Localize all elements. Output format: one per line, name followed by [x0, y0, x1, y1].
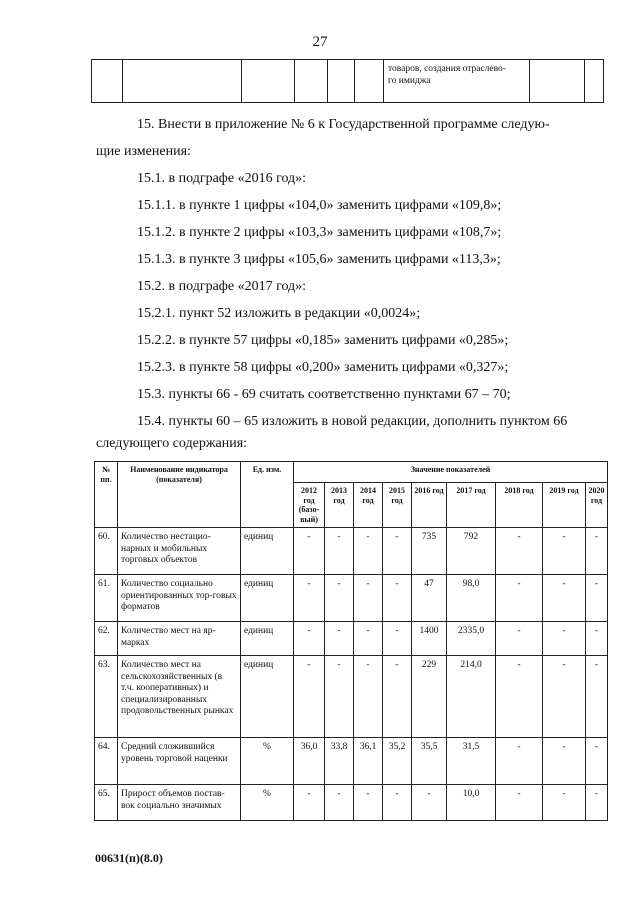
row-number: 60. — [95, 528, 118, 575]
table-row — [95, 575, 608, 622]
value-cell: - — [496, 656, 543, 738]
unit: единиц — [241, 575, 294, 622]
value-cell: - — [496, 528, 543, 575]
value-cell: 1400 — [412, 622, 447, 656]
value-cell: - — [294, 528, 325, 575]
paragraph-15-1: 15.1. в подграфе «2016 год»: — [137, 171, 307, 186]
value-cell: 35,5 — [412, 738, 447, 785]
fragment-text-cell — [384, 60, 530, 103]
indicator-name: Средний сложившийся уровень торговой наценки — [118, 738, 241, 785]
value-cell: 36,1 — [354, 738, 383, 785]
paragraph-15: 15. Внести в приложение № 6 к Государственной программе следую- — [137, 117, 550, 132]
value-cell: - — [496, 575, 543, 622]
fragment-line-2: го имиджа — [388, 76, 431, 86]
value-cell: - — [294, 575, 325, 622]
row-number: 63. — [95, 656, 118, 738]
header-year: 2014 год — [354, 483, 383, 528]
value-cell: - — [354, 622, 383, 656]
continued-table-fragment — [91, 59, 604, 103]
table-row — [95, 622, 608, 656]
value-cell: - — [586, 738, 608, 785]
fragment-line-1: товаров, создания отраслево- — [388, 64, 506, 74]
value-cell: - — [325, 785, 354, 821]
value-cell: - — [354, 528, 383, 575]
value-cell: - — [543, 622, 586, 656]
paragraph-15-4: 15.4. пункты 60 – 65 изложить в новой редакции, дополнить пунктом 66 — [137, 414, 568, 429]
value-cell: 98,0 — [447, 575, 496, 622]
value-cell: - — [325, 575, 354, 622]
value-cell: - — [543, 738, 586, 785]
row-number: 65. — [95, 785, 118, 821]
value-cell: - — [354, 785, 383, 821]
header-year: 2013 год — [325, 483, 354, 528]
unit: % — [241, 738, 294, 785]
header-year: 2016 год — [412, 483, 447, 528]
paragraph-15-2-2: 15.2.2. в пункте 57 цифры «0,185» заменить цифрами «0,285»; — [137, 333, 509, 348]
paragraph-15-4-cont: следующего содержания: — [96, 436, 248, 451]
value-cell: - — [412, 785, 447, 821]
table-row — [95, 528, 608, 575]
paragraph-15-1-2: 15.1.2. в пункте 2 цифры «103,3» заменить цифрами «108,7»; — [137, 225, 502, 240]
value-cell: 229 — [412, 656, 447, 738]
row-number: 61. — [95, 575, 118, 622]
value-cell: 35,2 — [383, 738, 412, 785]
value-cell: - — [383, 785, 412, 821]
header-year: 2012 год (базо-вый) — [294, 483, 325, 528]
indicator-name: Количество социально ориентированных тор-говых форматов — [118, 575, 241, 622]
indicators-table — [94, 461, 608, 821]
indicator-name: Количество мест на яр-марках — [118, 622, 241, 656]
value-cell: - — [294, 656, 325, 738]
page-number: 27 — [312, 34, 328, 50]
table-row — [95, 785, 608, 821]
header-values: Значение показателей — [294, 462, 608, 483]
value-cell: 31,5 — [447, 738, 496, 785]
indicator-name: Прирост объемов постав-вок социально значимых — [118, 785, 241, 821]
value-cell: - — [325, 528, 354, 575]
unit: % — [241, 785, 294, 821]
document-code: 00631(п)(8.0) — [95, 851, 163, 865]
value-cell: - — [383, 575, 412, 622]
table-row — [95, 738, 608, 785]
paragraph-15-2: 15.2. в подграфе «2017 год»: — [137, 279, 307, 294]
value-cell: - — [496, 622, 543, 656]
value-cell: - — [294, 785, 325, 821]
unit: единиц — [241, 656, 294, 738]
value-cell: - — [586, 575, 608, 622]
unit: единиц — [241, 528, 294, 575]
value-cell: - — [543, 785, 586, 821]
value-cell: - — [294, 622, 325, 656]
value-cell: 735 — [412, 528, 447, 575]
value-cell: 10,0 — [447, 785, 496, 821]
header-year: 2017 год — [447, 483, 496, 528]
paragraph-15-cont: щие изменения: — [96, 144, 191, 159]
value-cell: - — [586, 785, 608, 821]
value-cell: - — [586, 622, 608, 656]
value-cell: 36,0 — [294, 738, 325, 785]
value-cell: 33,8 — [325, 738, 354, 785]
value-cell: - — [383, 656, 412, 738]
value-cell: - — [543, 656, 586, 738]
value-cell: 214,0 — [447, 656, 496, 738]
paragraph-15-2-1: 15.2.1. пункт 52 изложить в редакции «0,0024»; — [137, 306, 421, 321]
header-year: 2018 год — [496, 483, 543, 528]
value-cell: - — [354, 575, 383, 622]
value-cell: - — [325, 656, 354, 738]
header-year: 2015 год — [383, 483, 412, 528]
value-cell: - — [586, 528, 608, 575]
value-cell: - — [496, 738, 543, 785]
value-cell: - — [354, 656, 383, 738]
paragraph-15-1-1: 15.1.1. в пункте 1 цифры «104,0» заменить цифрами «109,8»; — [137, 198, 502, 213]
table-row — [95, 656, 608, 738]
header-year: 2019 год — [543, 483, 586, 528]
value-cell: - — [543, 575, 586, 622]
value-cell: - — [383, 622, 412, 656]
header-number: № пп. — [95, 462, 118, 528]
value-cell: 2335,0 — [447, 622, 496, 656]
paragraph-15-3: 15.3. пункты 66 - 69 считать соответственно пунктами 67 – 70; — [137, 387, 511, 402]
paragraph-15-1-3: 15.1.3. в пункте 3 цифры «105,6» заменить цифрами «113,3»; — [137, 252, 501, 267]
indicator-name: Количество нестацио-нарных и мобильных торговых объектов — [118, 528, 241, 575]
header-indicator-name: Наименование индикатора (показателя) — [118, 462, 241, 528]
value-cell: - — [586, 656, 608, 738]
value-cell: - — [383, 528, 412, 575]
row-number: 64. — [95, 738, 118, 785]
paragraph-15-2-3: 15.2.3. в пункте 58 цифры «0,200» заменить цифрами «0,327»; — [137, 360, 509, 375]
header-unit: Ед. изм. — [241, 462, 294, 528]
value-cell: - — [543, 528, 586, 575]
value-cell: 792 — [447, 528, 496, 575]
row-number: 62. — [95, 622, 118, 656]
value-cell: 47 — [412, 575, 447, 622]
unit: единиц — [241, 622, 294, 656]
indicator-name: Количество мест на сельскохозяйственных (в т.ч. кооперативных) и специализированных продовольственных рынках — [118, 656, 241, 738]
value-cell: - — [325, 622, 354, 656]
header-year: 2020 год — [586, 483, 608, 528]
value-cell: - — [496, 785, 543, 821]
